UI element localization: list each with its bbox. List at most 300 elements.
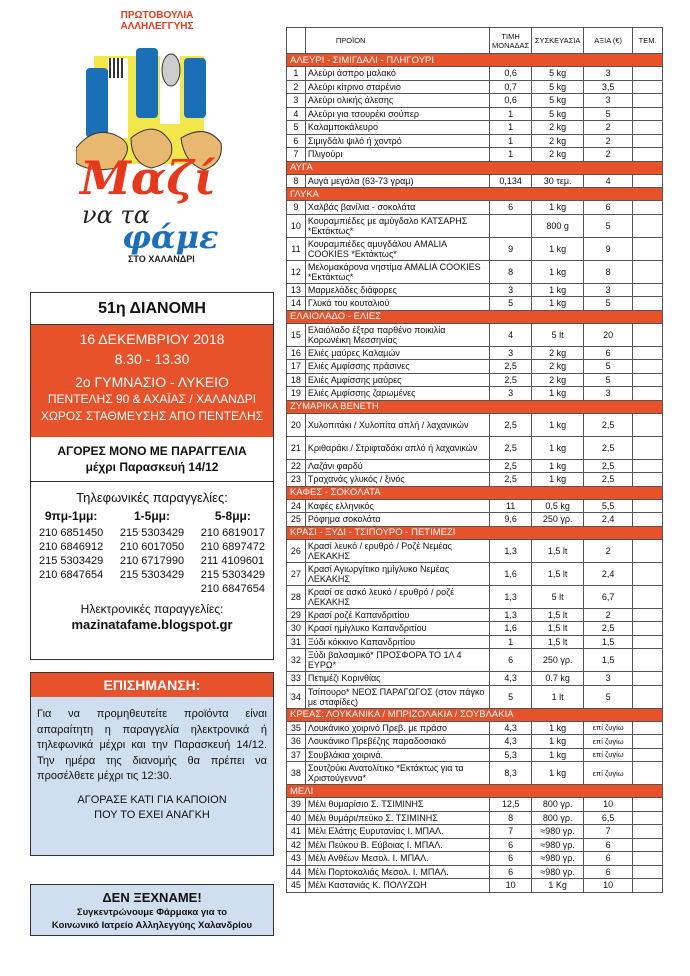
value: 6 [584,201,633,215]
product-number: 45 [287,879,306,893]
notice-bottom-line1: ΑΓΟΡΑΣΕ ΚΑΤΙ ΓΙΑ ΚΑΠΟΙΟΝ [77,793,227,806]
product-number: 24 [287,499,306,513]
quantity-cell[interactable] [633,879,663,893]
value: 3 [584,283,633,297]
value: 6 [584,838,633,852]
product-row [287,865,663,879]
category-label: ΖΥΜΑΡΙΚΑ ΒΕΝΕΤΗ [287,400,663,413]
product-number: 39 [287,798,306,812]
value: 5 [584,297,633,311]
product-row [287,473,663,487]
value: 7 [584,825,633,839]
product-name: Σιμιγδάλι ψιλό ή χοντρό [305,134,489,148]
value: επί ζυγίω [584,762,633,785]
distribution-time: 8.30 - 13.30 [114,351,190,367]
quantity-cell[interactable] [633,473,663,487]
unit-price: 0,6 [490,94,532,108]
package: 1 kg [532,721,584,735]
quantity-cell[interactable] [633,148,663,162]
product-row [287,879,663,893]
package: 1 kg [532,297,584,311]
products-table [286,27,663,893]
unit-price: 3 [490,387,532,401]
value: 10 [584,879,633,893]
product-row [287,346,663,360]
value: 2 [584,148,633,162]
phone-number[interactable]: 215 5303429 [119,527,185,539]
product-row [287,838,663,852]
quantity-cell[interactable] [633,94,663,108]
unit-price: 1 [490,635,532,649]
product-number: 2 [287,80,306,94]
product-row [287,585,663,608]
quantity-cell[interactable] [633,260,663,283]
phone-number[interactable]: 210 6847654 [39,569,104,581]
value: 5 [584,360,633,374]
product-row [287,499,663,513]
phone-number[interactable]: 211 4109601 [200,555,265,567]
product-name: Λουκάνικο Πρεβέζης παραδοσιακό [305,735,489,749]
product-name: Αλεύρι για τσουρέκι σούπερ [305,107,489,121]
unit-price: 1,6 [490,562,532,585]
product-row [287,373,663,387]
product-row [287,852,663,866]
product-number: 15 [287,323,306,346]
value: 5,5 [584,499,633,513]
product-number: 29 [287,608,306,622]
product-number: 7 [287,148,306,162]
quantity-cell[interactable] [633,360,663,374]
quantity-cell[interactable] [633,436,663,459]
product-number: 38 [287,762,306,785]
product-name: Τραχανάς γλυκός / ξινός [305,473,489,487]
value: 5 [584,373,633,387]
product-row [287,672,663,686]
product-name: Κρασί Αγιωργίτικο ημίγλυκο Νεμέας ΛΕΚΑΚΗΣ [305,562,489,585]
package: 5 kg [532,67,584,81]
phone-number[interactable]: 210 6851450 [39,527,104,539]
category-row [287,400,663,413]
package: 2 kg [532,121,584,135]
quantity-cell[interactable] [633,283,663,297]
product-name: Λουκάνικο χοιρινό Πρεβ. με πράσο [305,721,489,735]
package: ≈980 γρ. [532,865,584,879]
product-name: Ελιές Αμφίσσης ζαρωμένες [305,387,489,401]
product-row [287,798,663,812]
package: 800 γρ. [532,811,584,825]
value: 1,5 [584,635,633,649]
product-number: 22 [287,459,306,473]
package: 0.7 kg [532,672,584,686]
unit-price: 2,5 [490,459,532,473]
package: 1 kg [532,735,584,749]
product-number: 20 [287,413,306,436]
header-package: ΣΥΣΚΕΥΑΣΙΑ [532,28,584,54]
package: 0,5 kg [532,499,584,513]
quantity-cell[interactable] [633,585,663,608]
value: 2 [584,608,633,622]
value: 2,5 [584,622,633,636]
quantity-cell[interactable] [633,798,663,812]
package: 1 kg [532,201,584,215]
unit-price: 8 [490,260,532,283]
unit-price: 4,3 [490,672,532,686]
phone-number[interactable]: 210 6017050 [119,541,185,553]
package: 5 lt [532,323,584,346]
quantity-cell[interactable] [633,852,663,866]
unit-price: 10 [490,879,532,893]
product-number: 40 [287,811,306,825]
package: 800 γρ. [532,798,584,812]
category-label: ΚΡΑΣΙ - ΞΥΔΙ - ΤΣΙΠΟΥΡΟ - ΠΕΤΙΜΕΖΙ [287,526,663,539]
value: 20 [584,323,633,346]
product-name: Κρασί σε ασκό λευκό / ερυθρό / ροζέ ΛΕΚΑΚΗΣ [305,585,489,608]
quantity-cell[interactable] [633,499,663,513]
product-number: 14 [287,297,306,311]
unit-price: 6 [490,838,532,852]
quantity-cell[interactable] [633,346,663,360]
value: 6,5 [584,811,633,825]
product-number: 35 [287,721,306,735]
product-name: Κριθαράκι / Στριφταδάκι απλό ή λαχανικών [305,436,489,459]
unit-price: 3 [490,346,532,360]
quantity-cell[interactable] [633,735,663,749]
product-row [287,323,663,346]
product-row [287,685,663,708]
product-number: 32 [287,649,306,672]
package: ≈980 γρ. [532,825,584,839]
phone-number[interactable]: 210 6847654 [200,583,265,595]
package: 1 kg [532,413,584,436]
package: 2 kg [532,134,584,148]
value: 2,4 [584,562,633,585]
product-name: Κουραμπιέδες με αμύγδαλο ΚΑΤΣΑΡΗΣ *Εκτάκτως* [305,214,489,237]
package: 5 lt [532,585,584,608]
distribution-box [30,292,274,660]
package: ≈980 γρ. [532,838,584,852]
pharma-line1: Συγκεντρώνουμε Φάρμακα για το [76,907,228,918]
product-row [287,121,663,135]
product-row [287,721,663,735]
product-row [287,562,663,585]
quantity-cell[interactable] [633,562,663,585]
quantity-cell[interactable] [633,622,663,636]
category-label: ΜΕΛΙ [287,785,663,798]
phone-column-head: 5-8μμ: [214,509,251,523]
product-number: 41 [287,825,306,839]
product-number: 33 [287,672,306,686]
value: 2,5 [584,413,633,436]
unit-price: 8 [490,811,532,825]
unit-price: 5,3 [490,748,532,762]
phone-number[interactable]: 210 6846912 [39,541,104,553]
logo-word-na-ta: να τα [82,201,150,229]
product-name: Κρασί ημίγλυκο Καπανδριτίου [305,622,489,636]
quantity-cell[interactable] [633,413,663,436]
distribution-date: 16 ΔΕΚΕΜΒΡΙΟΥ 2018 [79,331,225,347]
logo-top-line2: ΑΛΛΗΛΕΓΓΥΗΣ [120,21,194,32]
package: 5 kg [532,107,584,121]
category-row [287,526,663,539]
orders-line2: μέχρι Παρασκευή 14/12 [85,460,219,474]
quantity-cell[interactable] [633,649,663,672]
quantity-cell[interactable] [633,201,663,215]
quantity-cell[interactable] [633,80,663,94]
quantity-cell[interactable] [633,459,663,473]
logo-word-mazi: Μαζί [80,151,216,205]
product-row [287,649,663,672]
value: 8 [584,260,633,283]
category-row [287,54,663,67]
package: 2 kg [532,373,584,387]
notice-bottom [31,789,273,823]
quantity-cell[interactable] [633,672,663,686]
phone-number[interactable]: 215 5303429 [119,569,185,581]
product-number: 19 [287,387,306,401]
unit-price: 5 [490,297,532,311]
product-name: Ελιές Αμφίσσης μαύρες [305,373,489,387]
phone-number[interactable]: 215 5303429 [200,569,265,581]
product-name: Σουβλάκια χοιρινά. [305,748,489,762]
unit-price: 4,3 [490,721,532,735]
package: 1 lt [532,685,584,708]
unit-price: 1 [490,148,532,162]
phone-number[interactable]: 215 5303429 [39,555,104,567]
value: 2 [584,539,633,562]
blog-link[interactable]: mazinatafame.blogspot.gr [71,617,233,632]
quantity-cell[interactable] [633,107,663,121]
phone-column-head: 9πμ-1μμ: [44,509,98,523]
product-row [287,762,663,785]
product-name: Κουραμπιέδες αμυγδάλου AMALIA COOKIES *Εκτάκτως* [305,237,489,260]
product-name: Κρασί λευκό / ερυθρό / Ροζέ Νεμέας ΛΕΚΑΚΗΣ [305,539,489,562]
package: 1 Kg [532,879,584,893]
product-number: 34 [287,685,306,708]
unit-price: 1,3 [490,585,532,608]
product-row [287,134,663,148]
package: 1 kg [532,436,584,459]
product-name: Μελομακάρονα νηστίμα AMALIA COOKIES *Εκτάκτως* [305,260,489,283]
product-row [287,80,663,94]
package: ≈980 γρ. [532,852,584,866]
product-name: Μέλι Ανθέων Μεσολ. Ι. ΜΠΑΛ. [305,852,489,866]
product-row [287,825,663,839]
header-product: ΠΡΟΪΟΝ [305,28,489,54]
product-number: 5 [287,121,306,135]
product-row [287,260,663,283]
package: 1 kg [532,748,584,762]
product-number: 25 [287,513,306,527]
quantity-cell[interactable] [633,539,663,562]
package: 30 τεμ. [532,174,584,188]
product-name: Ξύδι βαλσαμικό* ΠΡΟΣΦΟΡΑ ΤΟ 1Λ 4 ΕΥΡΩ* [305,649,489,672]
product-number: 23 [287,473,306,487]
product-name: Μέλι θυμαρίσιο Σ. ΤΣΙΜΙΝΗΣ [305,798,489,812]
package: 1,5 lt [532,608,584,622]
quantity-cell[interactable] [633,214,663,237]
phone-number[interactable]: 210 6819017 [200,527,265,539]
product-row [287,539,663,562]
orders-notice [31,437,273,482]
product-number: 30 [287,622,306,636]
product-row [287,214,663,237]
quantity-cell[interactable] [633,297,663,311]
logo-initiative [102,10,212,32]
quantity-cell[interactable] [633,67,663,81]
logo [30,6,274,286]
product-row [287,107,663,121]
product-name: Αλεύρι ολικής άλεσης [305,94,489,108]
product-number: 31 [287,635,306,649]
package: 1 kg [532,387,584,401]
value: 3 [584,94,633,108]
quantity-cell[interactable] [633,762,663,785]
unit-price: 3 [490,283,532,297]
value: 2,4 [584,513,633,527]
phone-number[interactable]: 210 6897472 [200,541,265,553]
product-row [287,748,663,762]
unit-price: 0,7 [490,80,532,94]
product-number: 1 [287,67,306,81]
value: 5 [584,107,633,121]
quantity-cell[interactable] [633,811,663,825]
value: 6,7 [584,585,633,608]
quantity-cell[interactable] [633,513,663,527]
product-name: Αλεύρι άσπρο μαλακό [305,67,489,81]
quantity-cell[interactable] [633,825,663,839]
product-row [287,459,663,473]
distribution-place3: ΧΩΡΟΣ ΣΤΑΘΜΕΥΣΗΣ ΑΠΟ ΠΕΝΤΕΛΗΣ [40,409,264,423]
product-number: 44 [287,865,306,879]
product-row [287,94,663,108]
value: 2,5 [584,459,633,473]
category-label: ΑΥΓΑ [287,161,663,174]
product-name: Χυλοπιτάκι / Χυλοπίτα απλή / λαχανικών [305,413,489,436]
product-number: 27 [287,562,306,585]
unit-price: 1 [490,134,532,148]
category-label: ΕΛΑΙΟΛΑΔΟ - ΕΛΙΕΣ [287,310,663,323]
unit-price: 2,5 [490,360,532,374]
package: 2 kg [532,360,584,374]
product-number: 3 [287,94,306,108]
product-name: Κρασί ροζέ Καπανδριτίου [305,608,489,622]
product-name: Σουτζούκι Ανατολίτικο *Εκτάκτως για τα Χριστούγεννα* [305,762,489,785]
product-row [287,360,663,374]
product-row [287,735,663,749]
quantity-cell[interactable] [633,635,663,649]
product-name: Μέλι Πεύκου Β. Εύβοιας Ι. ΜΠΑΛ. [305,838,489,852]
phone-columns [31,509,273,596]
category-label: ΚΡΕΑΣ: ΛΟΥΚΑΝΙΚΑ / ΜΠΡΙΖΟΛΑΚΙΑ / ΣΟΥΒΛΑΚΙΑ [287,708,663,721]
distribution-title: 51η ΔΙΑΝΟΜΗ [31,293,273,325]
value: 3 [584,67,633,81]
value: 6 [584,346,633,360]
quantity-cell[interactable] [633,237,663,260]
distribution-place2: ΠΕΝΤΕΛΗΣ 90 & ΑΧΑΪΑΣ / ΧΑΛΑΝΔΡΙ [47,392,257,406]
logo-word-chalandri: ΣΤΟ ΧΑΛΑΝΔΡΙ [128,254,195,264]
package: 1 kg [532,260,584,283]
package: 1 kg [532,283,584,297]
unit-price: 0,134 [490,174,532,188]
quantity-cell[interactable] [633,685,663,708]
header-value: ΑΞΙΑ (€) [584,28,633,54]
value: 3,5 [584,80,633,94]
table-header-row [287,28,663,54]
phone-number[interactable]: 210 6717990 [119,555,185,567]
quantity-cell[interactable] [633,134,663,148]
quantity-cell[interactable] [633,121,663,135]
product-number: 4 [287,107,306,121]
product-row [287,148,663,162]
quantity-cell[interactable] [633,323,663,346]
product-row [287,297,663,311]
product-name: Καλαμποκάλευρο [305,121,489,135]
package: 1,5 lt [532,622,584,636]
product-row [287,283,663,297]
quantity-cell[interactable] [633,608,663,622]
category-row [287,188,663,201]
product-name: Αλεύρι κίτρινο σταρένιο [305,80,489,94]
phone-column-head: 1-5μμ: [133,509,170,523]
value: επί ζυγίω [584,721,633,735]
quantity-cell[interactable] [633,387,663,401]
quantity-cell[interactable] [633,748,663,762]
notice-bottom-line2: ΠΟΥ ΤΟ ΕΧΕΙ ΑΝΑΓΚΗ [94,808,210,821]
value: επί ζυγίω [584,735,633,749]
logo-word-fame: φάμε [122,218,219,256]
value: 2,5 [584,473,633,487]
product-name: Μαρμελάδες διάφορες [305,283,489,297]
product-number: 21 [287,436,306,459]
product-row [287,811,663,825]
distribution-place1: 2ο ΓΥΜΝΑΣΙΟ - ΛΥΚΕΙΟ [75,374,229,390]
value: 2 [584,134,633,148]
package: 1,5 lt [532,635,584,649]
product-row [287,608,663,622]
package: 1 kg [532,459,584,473]
quantity-cell[interactable] [633,865,663,879]
quantity-cell[interactable] [633,721,663,735]
product-row [287,413,663,436]
quantity-cell[interactable] [633,838,663,852]
unit-price: 9 [490,237,532,260]
product-number: 10 [287,214,306,237]
value: 4 [584,174,633,188]
value: επί ζυγίω [584,748,633,762]
package: 250 γρ. [532,649,584,672]
unit-price: 1,6 [490,622,532,636]
package: 5 kg [532,94,584,108]
value: 6 [584,852,633,866]
product-number: 9 [287,201,306,215]
product-number: 37 [287,748,306,762]
phone-column-morning [39,509,103,596]
product-name: Λαζάνι φαρδύ [305,459,489,473]
package: 250 γρ. [532,513,584,527]
quantity-cell[interactable] [633,373,663,387]
product-name: Γλυκά του κουταλιού [305,297,489,311]
value: 1,5 [584,649,633,672]
unit-price: 6 [490,852,532,866]
product-row [287,622,663,636]
product-number: 42 [287,838,306,852]
unit-price: 8,3 [490,762,532,785]
unit-price: 1 [490,107,532,121]
product-number: 26 [287,539,306,562]
quantity-cell[interactable] [633,174,663,188]
package: 2 kg [532,148,584,162]
header-number [287,28,306,54]
